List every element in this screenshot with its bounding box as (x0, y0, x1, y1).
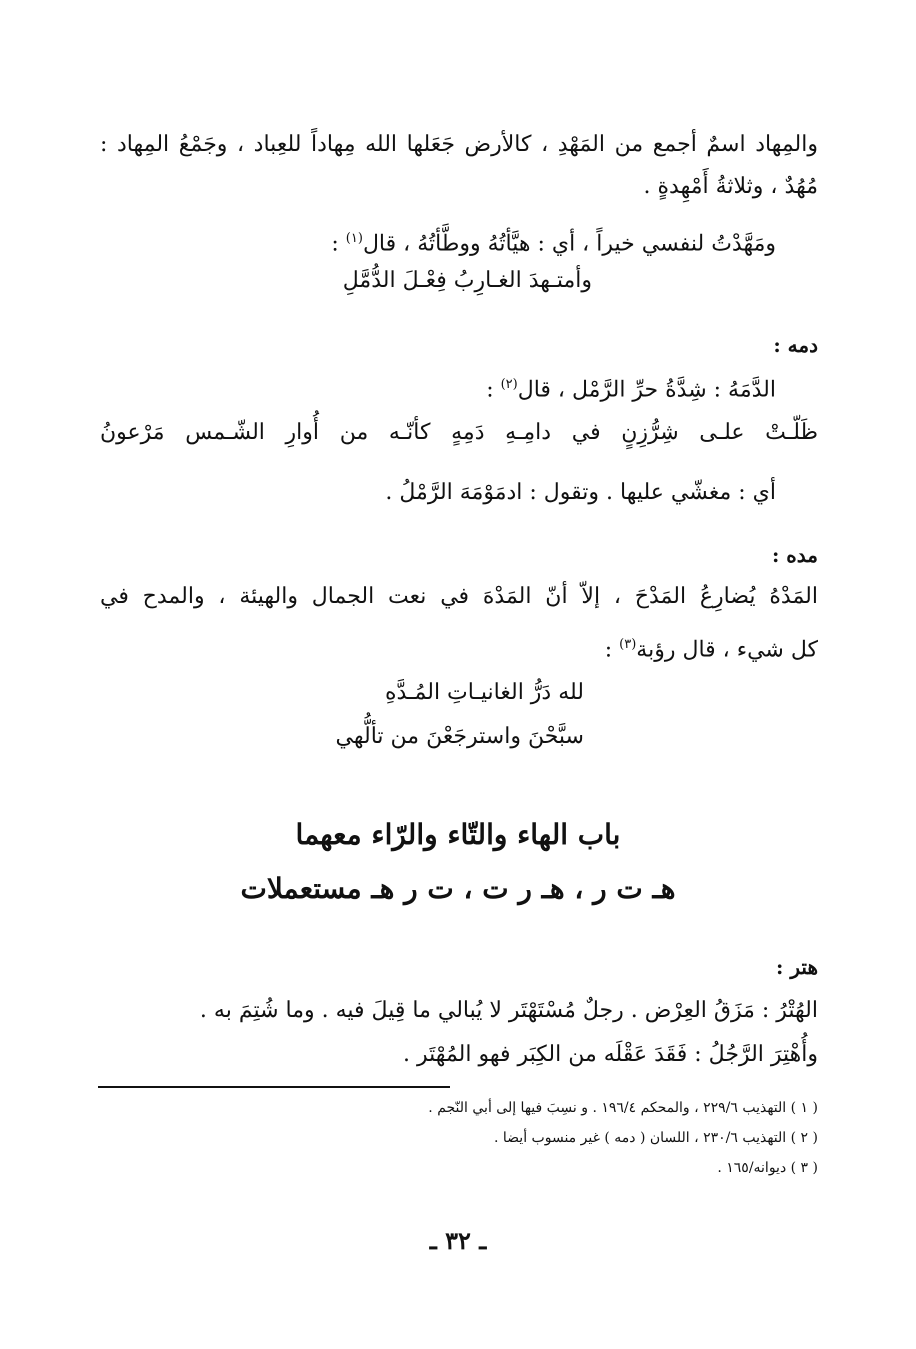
text-line: الهُتْرُ : مَزَقُ العِرْض . رجلٌ مُسْتَهْتَر لا يُبالي ما قِيلَ فيه . وما شُتِمَ به . (199, 998, 818, 1023)
footnote-ref: (١) (345, 231, 363, 246)
chapter-subtitle: هـ ت ر ، هـ ر ت ، ت ر هـ مستعملات (240, 872, 676, 905)
footnote-divider (98, 1086, 450, 1088)
footnote-ref: (٣) (619, 637, 637, 652)
page-number: ـ ٣٢ ـ (429, 1226, 487, 1255)
entry-heading-dmh: دمه : (773, 333, 818, 357)
entry-heading-htr: هتر : (776, 955, 818, 979)
verse-line: وأمتـهدَ الغـارِبُ فِعْـلَ الدُّمَّلِ (342, 268, 592, 293)
text-line: ومَهَّدْتُ لنفسي خيراً ، أي : هيَّأتُهُ ووطَّأتُهُ ، قال$^{(١)}$ : (331, 231, 776, 257)
text-line: أي : مغشّي عليها . وتقول : ادمَوْمَهَ الرَّمْلُ . (385, 480, 776, 505)
verse-line: ظَلّـتْ علـى شِرُّزِنٍ في دامِـهِ دَمِهٍ كأنّـه من أُوارِ الشّـمس مَرْعونُ (100, 420, 818, 445)
text-line: وأُهْتِرَ الرَّجُلُ : فَقَدَ عَقْلَه من الكِبَر فهو المُهْتَر . (403, 1042, 818, 1067)
verse-line: لله دَرُّ الغانيـاتِ المُـدَّهِ (385, 680, 584, 705)
entry-heading-mdh: مده : (771, 543, 818, 567)
footnote: ( ١ ) التهذيب ٢٢٩/٦ ، والمحكم ١٩٦/٤ . و نسِبَ فيها إلى أبي النّجم . (428, 1100, 818, 1116)
text-line: والمِهاد اسمٌ أجمع من المَهْدِ ، كالأرض جَعَلها الله مِهاداً للعِباد ، وجَمْعُ المِهاد : (100, 132, 818, 157)
verse-line: سبَّحْنَ واسترجَعْنَ من تألُّهي (335, 724, 584, 749)
text-line: الدَّمَهُ : شِدَّةُ حرِّ الرَّمْل ، قال$^{(٢)}$ : (486, 377, 776, 403)
chapter-title: باب الهاء والتّاء والرّاء معهما (295, 818, 621, 851)
footnote-ref: (٢) (500, 377, 518, 392)
footnote: ( ٢ ) التهذيب ٢٣٠/٦ ، اللسان ( دمه ) غير منسوب أيضا . (494, 1130, 818, 1146)
text-line: كل شيء ، قال رؤبة$^{(٣)}$ : (604, 637, 818, 663)
text-line: المَدْهُ يُضارِعُ المَدْحَ ، إلاّ أنّ المَدْهَ في نعت الجمال والهيئة ، والمدح في (100, 584, 818, 609)
text-line: مُهُدٌ ، وثلاثةُ أَمْهِدةٍ . (643, 174, 818, 199)
footnote: ( ٣ ) ديوانه/١٦٥ . (717, 1160, 818, 1176)
